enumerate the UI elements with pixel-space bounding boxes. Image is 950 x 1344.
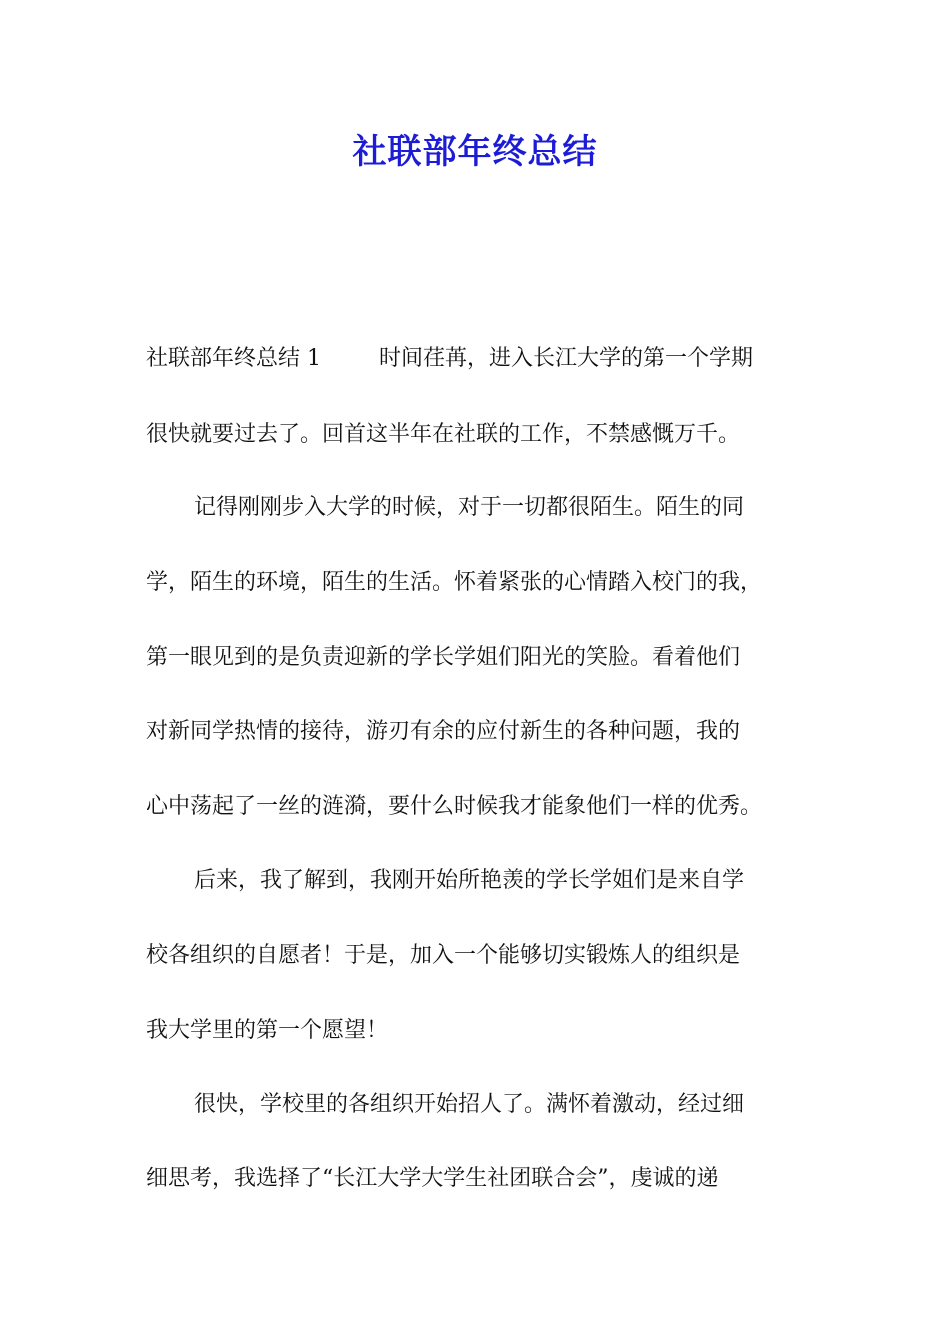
paragraph-line: 对新同学热情的接待，游刃有余的应付新生的各种问题，我的: [146, 719, 741, 744]
paragraph-line: 记得刚刚步入大学的时候，对于一切都很陌生。陌生的同: [194, 495, 745, 520]
paragraph-line: 很快就要过去了。回首这半年在社联的工作，不禁感慨万千。: [146, 422, 741, 447]
paragraph-line: 后来，我了解到，我刚开始所艳羡的学长学姐们是来自学: [194, 868, 745, 893]
paragraph-line: 细思考，我选择了“长江大学大学生社团联合会”，虔诚的递: [146, 1166, 719, 1191]
section-heading: 社联部年终总结 1: [146, 346, 321, 371]
paragraph-line: 第一眼见到的是负责迎新的学长学姐们阳光的笑脸。看着他们: [146, 645, 741, 670]
paragraph-line: 我大学里的第一个愿望！: [146, 1018, 389, 1043]
paragraph-text: 时间荏苒，进入长江大学的第一个学期: [379, 346, 754, 371]
paragraph-line: 很快，学校里的各组织开始招人了。满怀着激动，经过细: [194, 1092, 745, 1117]
paragraph-line: 学，陌生的环境，陌生的生活。怀着紧张的心情踏入校门的我，: [146, 570, 763, 595]
paragraph-line: [146, 344, 826, 374]
document-title: 社联部年终总结: [352, 132, 598, 172]
paragraph-line: 心中荡起了一丝的涟漪，要什么时候我才能象他们一样的优秀。: [146, 794, 763, 819]
paragraph-line: 校各组织的自愿者！于是，加入一个能够切实锻炼人的组织是: [146, 943, 741, 968]
